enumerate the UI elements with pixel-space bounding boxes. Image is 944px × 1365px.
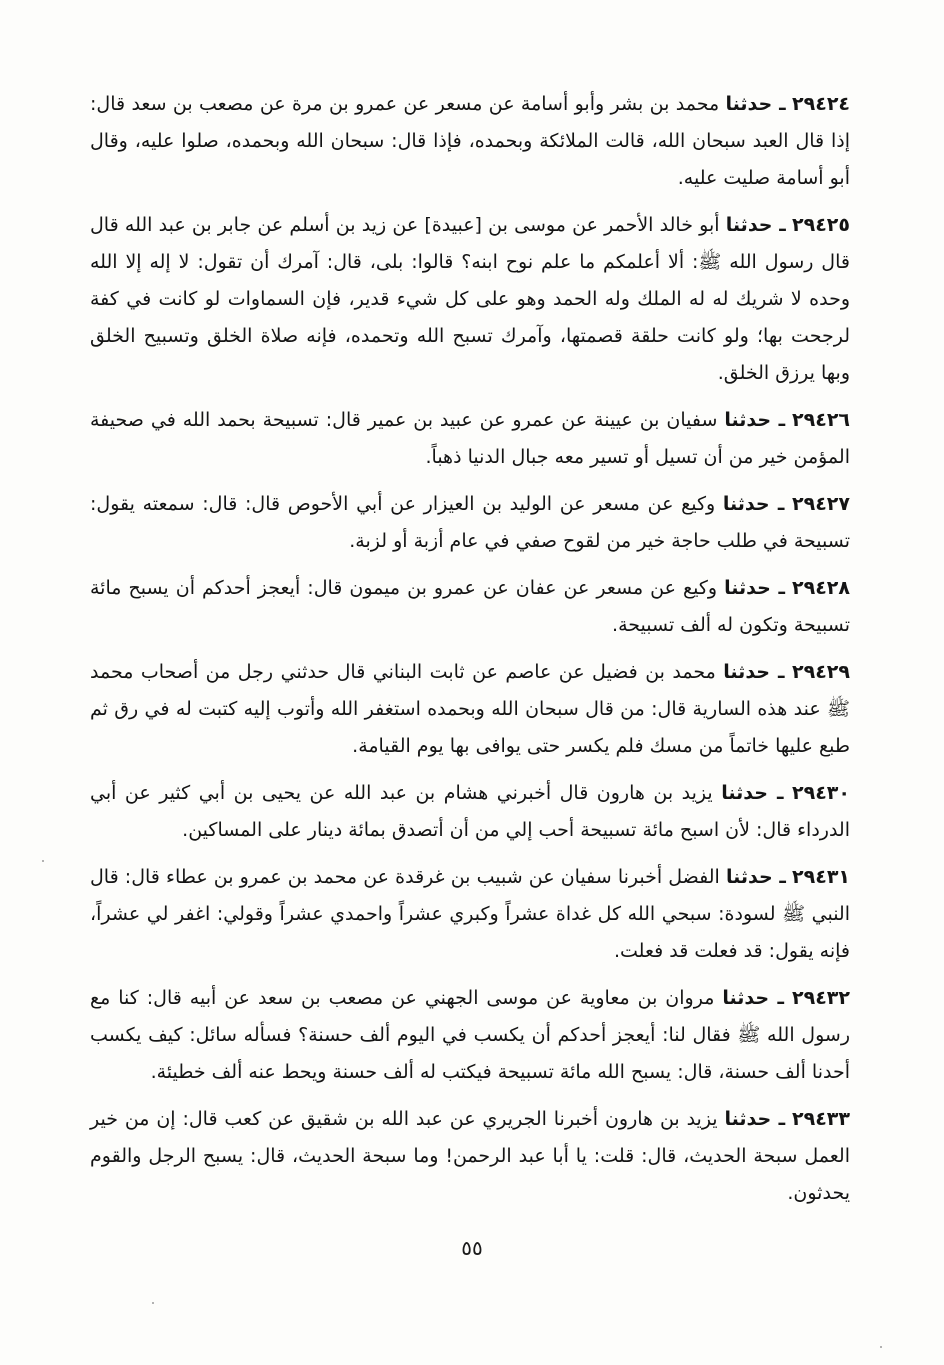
hadith-entry: ٢٩٤٢٤ ـ حدثنا محمد بن بشر وأبو أسامة عن مسعر عن عمرو بن مرة عن مصعب بن سعد قال: إذا قال العبد سبحان الله، قالت الملائكة وبحمده، فإذا قال: سبحان الله وبحمده، صلوا عليه، وقال أبو أسامة صليت عليه. — [90, 93, 851, 189]
hadith-text: مروان بن معاوية عن موسى الجهني عن مصعب بن سعد عن أبيه قال: كنا مع رسول الله ﷺ فقال لنا: أيعجز أحدكم أن يكسب في اليوم ألف حسنة؟ فسأله سائل: كيف يكسب أحدنا ألف حسنة، قال: يسبح الله مائة تسبيحة فيكتب له ألف حسنة ويحط عنه ألف خطيئة. — [90, 987, 850, 1083]
hadith-text: يزيد بن هارون قال أخبرني هشام بن عبد الله عن يحيى بن أبي كثير عن أبي الدرداء قال: لأن اسبح مائة تسبيحة أحب إلي من أن أتصدق بمائة دينار على المساكين. — [90, 782, 850, 841]
hadith-text: وكيع عن مسعر عن عفان عن عمرو بن ميمون قال: أيعجز أحدكم أن يسبح مائة تسبيحة وتكون له ألف تسبيحة. — [90, 577, 850, 636]
hadith-number: ٢٩٤٢٤ — [792, 93, 851, 115]
hadith-number: ٢٩٤٣١ — [792, 866, 851, 888]
scan-speck — [880, 1346, 882, 1348]
hadith-lead: حدثنا — [724, 409, 772, 431]
hadith-entry: ٢٩٤٢٩ ـ حدثنا محمد بن فضيل عن عاصم عن ثابت البناني قال حدثني رجل من أصحاب محمد ﷺ عند هذه السارية قال: من قال سبحان الله وبحمده استغفر الله وأتوب إليه كتبت له في رق ثم طبع عليها خاتماً من مسك فلم يكسر حتى يوافى بها يوم القيامة. — [90, 661, 850, 757]
hadith-entry: ٢٩٤٢٦ ـ حدثنا سفيان بن عيينة عن عمرو عن عبيد بن عمير قال: تسبيحة بحمد الله في صحيفة المؤمن خير من أن تسيل أو تسير معه جبال الدنيا ذهباً. — [90, 409, 851, 468]
scan-speck — [42, 860, 44, 862]
hadith-lead: حدثنا — [723, 661, 770, 683]
page-number: ٥٥ — [461, 1236, 483, 1260]
hadith-text: وكيع عن مسعر عن الوليد بن العيزار عن أبي الأحوص قال: قال: سمعته يقول: تسبيحة في طلب حاجة خير من لقوح صفي في عام أزبة أو لزبة. — [90, 493, 850, 552]
hadith-lead: حدثنا — [724, 577, 771, 599]
hadith-entry: ٢٩٤٢٨ ـ حدثنا وكيع عن مسعر عن عفان عن عمرو بن ميمون قال: أيعجز أحدكم أن يسبح مائة تسبيحة وتكون له ألف تسبيحة. — [90, 577, 850, 636]
hadith-text: سفيان بن عيينة عن عمرو عن عبيد بن عمير قال: تسبيحة بحمد الله في صحيفة المؤمن خير من أن تسيل أو تسير معه جبال الدنيا ذهباً. — [90, 409, 850, 468]
hadith-text: أبو خالد الأحمر عن موسى بن [عبيدة] عن زيد بن أسلم عن جابر بن عبد الله قال قال رسول الله ﷺ: ألا أعلمكم ما علم نوح ابنه؟ قالوا: بلى، قال: آمرك أن تقول: لا إله إلا الله وحده لا شريك له له الملك وله الحمد وهو على كل شيء قدير، فإن السماوات لو كانت في كفة لرجحت بها؛ ولو كانت حلقة قصمتها، وآمرك تسبح الله وتحمده، فإنه صلاة الخلق وتسبيح الخلق وبها يرزق الخلق. — [90, 214, 850, 384]
hadith-lead: حدثنا — [725, 93, 773, 115]
hadith-lead: حدثنا — [721, 782, 768, 804]
hadith-number: ٢٩٤٢٩ — [792, 661, 850, 683]
hadith-text: الفضل أخبرنا سفيان عن شبيب بن غرقدة عن محمد بن عمرو بن عطاء قال: قال النبي ﷺ لسودة: سبحي الله كل غداة عشراً وكبري عشراً واحمدي عشراً وقولي: اغفر لي عشراً، فإنه يقول: قد فعلت قد فعلت. — [90, 866, 850, 962]
hadith-text: محمد بن فضيل عن عاصم عن ثابت البناني قال حدثني رجل من أصحاب محمد ﷺ عند هذه السارية قال: من قال سبحان الله وبحمده استغفر الله وأتوب إليه كتبت له في رق ثم طبع عليها خاتماً من مسك فلم يكسر حتى يوافى بها يوم القيامة. — [90, 661, 850, 757]
hadith-lead: حدثنا — [725, 214, 773, 236]
hadith-list — [90, 86, 850, 1222]
hadith-lead: حدثنا — [724, 1108, 772, 1130]
hadith-number: ٢٩٤٣٠ — [792, 782, 850, 804]
hadith-number: ٢٩٤٢٥ — [792, 214, 850, 236]
hadith-lead: حدثنا — [722, 493, 770, 515]
scan-speck — [152, 1302, 154, 1304]
hadith-lead: حدثنا — [722, 987, 770, 1009]
hadith-lead: حدثنا — [725, 866, 773, 888]
hadith-entry: ٢٩٤٣٠ ـ حدثنا يزيد بن هارون قال أخبرني هشام بن عبد الله عن يحيى بن أبي كثير عن أبي الدرداء قال: لأن اسبح مائة تسبيحة أحب إلي من أن أتصدق بمائة دينار على المساكين. — [90, 782, 850, 841]
hadith-entry: ٢٩٤٢٧ ـ حدثنا وكيع عن مسعر عن الوليد بن العيزار عن أبي الأحوص قال: قال: سمعته يقول: تسبيحة في طلب حاجة خير من لقوح صفي في عام أزبة أو لزبة. — [90, 493, 850, 552]
hadith-entry: ٢٩٤٢٥ ـ حدثنا أبو خالد الأحمر عن موسى بن [عبيدة] عن زيد بن أسلم عن جابر بن عبد الله قال قال رسول الله ﷺ: ألا أعلمكم ما علم نوح ابنه؟ قالوا: بلى، قال: آمرك أن تقول: لا إله إلا الله وحده لا شريك له له الملك وله الحمد وهو على كل شيء قدير، فإن السماوات لو كانت في كفة لرجحت بها؛ ولو كانت حلقة قصمتها، وآمرك تسبح الله وتحمده، فإنه صلاة الخلق وتسبيح الخلق وبها يرزق الخلق. — [90, 214, 850, 384]
hadith-text: يزيد بن هارون أخبرنا الجريري عن عبد الله بن شقيق عن كعب قال: إن من خير العمل سبحة الحديث، قال: قلت: يا أبا عبد الرحمن! وما سبحة الحديث، قال: يسبح الرجل والقوم يحدثون. — [90, 1108, 850, 1204]
hadith-number: ٢٩٤٣٢ — [792, 987, 850, 1009]
hadith-entry: ٢٩٤٣٣ ـ حدثنا يزيد بن هارون أخبرنا الجريري عن عبد الله بن شقيق عن كعب قال: إن من خير العمل سبحة الحديث، قال: قلت: يا أبا عبد الرحمن! وما سبحة الحديث، قال: يسبح الرجل والقوم يحدثون. — [90, 1108, 850, 1204]
hadith-number: ٢٩٤٢٨ — [792, 577, 850, 599]
hadith-number: ٢٩٤٣٣ — [792, 1108, 850, 1130]
hadith-text: محمد بن بشر وأبو أسامة عن مسعر عن عمرو بن مرة عن مصعب بن سعد قال: إذا قال العبد سبحان الله، قالت الملائكة وبحمده، فإذا قال: سبحان الله وبحمده، صلوا عليه، وقال أبو أسامة صليت عليه. — [90, 93, 850, 189]
hadith-number: ٢٩٤٢٧ — [792, 493, 850, 515]
hadith-entry: ٢٩٤٣١ ـ حدثنا الفضل أخبرنا سفيان عن شبيب بن غرقدة عن محمد بن عمرو بن عطاء قال: قال النبي ﷺ لسودة: سبحي الله كل غداة عشراً وكبري عشراً واحمدي عشراً وقولي: اغفر لي عشراً، فإنه يقول: قد فعلت قد فعلت. — [90, 866, 851, 962]
hadith-number: ٢٩٤٢٦ — [792, 409, 851, 431]
hadith-entry: ٢٩٤٣٢ ـ حدثنا مروان بن معاوية عن موسى الجهني عن مصعب بن سعد عن أبيه قال: كنا مع رسول الله ﷺ فقال لنا: أيعجز أحدكم أن يكسب في اليوم ألف حسنة؟ فسأله سائل: كيف يكسب أحدنا ألف حسنة، قال: يسبح الله مائة تسبيحة فيكتب له ألف حسنة ويحط عنه ألف خطيئة. — [90, 987, 850, 1083]
